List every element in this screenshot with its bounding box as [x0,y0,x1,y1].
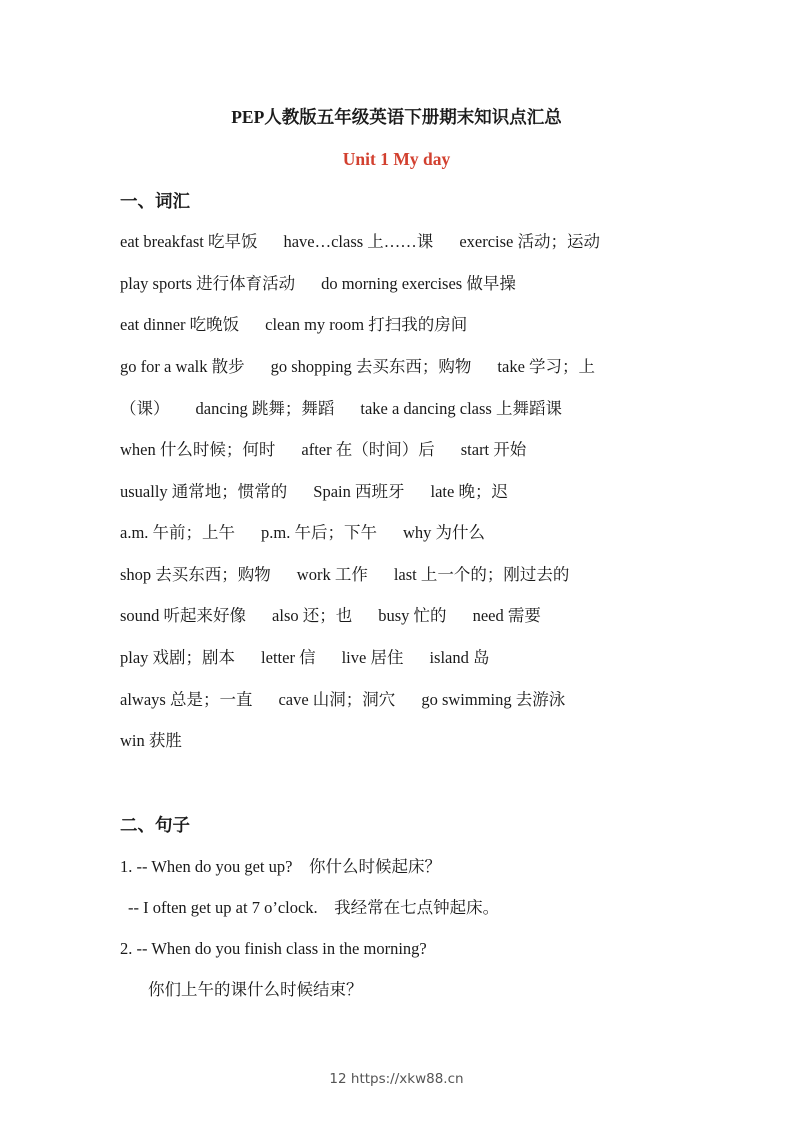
vocab-line [120,688,565,712]
vocab-entry: p.m. 午后；下午 [261,523,378,542]
vocab-entry: dancing 跳舞；舞蹈 [195,399,335,418]
vocab-entry: take 学习；上 [497,357,596,376]
vocab-entry: last 上一个的；刚过去的 [393,565,570,584]
vocab-entry: late 晚；迟 [430,482,508,501]
vocab-entry: live 居住 [341,648,404,667]
footer-url: https://xkw88.cn [350,1071,464,1087]
vocab-entry: also 还；也 [272,606,353,625]
sentence-line: 2. -- When do you finish class in the morning? [120,939,427,958]
page-number: 12 [329,1071,347,1087]
vocab-line [120,230,600,254]
vocab-line [120,438,526,462]
vocab-entry: clean my room 打扫我的房间 [265,315,468,334]
vocab-line [120,355,595,379]
vocab-entry: work 工作 [296,565,368,584]
vocab-line [120,646,490,670]
vocab-entry: busy 忙的 [378,606,447,625]
vocab-line [120,313,467,337]
vocab-line [120,563,569,587]
vocab-entry: （课） [120,399,170,418]
vocab-entry: go for a walk 散步 [120,357,245,376]
vocab-section-heading: 一、词汇 [120,191,190,211]
vocab-entry: start 开始 [460,440,527,459]
vocab-entry: why 为什么 [403,523,486,542]
vocab-entry: play sports 进行体育活动 [120,274,296,293]
vocab-entry: always 总是；一直 [120,690,253,709]
sentence-line: 1. -- When do you get up? 你什么时候起床？ [120,857,441,876]
vocab-line [120,480,508,504]
vocab-entry: island 岛 [429,648,490,667]
vocab-entry: exercise 活动；运动 [459,232,600,251]
vocab-entry: shop 去买东西；购物 [120,565,271,584]
vocab-entry: letter 信 [261,648,316,667]
vocab-entry: need 需要 [472,606,541,625]
vocab-entry: eat breakfast 吃早饭 [120,232,258,251]
vocab-entry: take a dancing class 上舞蹈课 [360,399,562,418]
document-title: PEP人教版五年级英语下册期末知识点汇总 [231,107,562,127]
sentences-section-heading: 二、句子 [120,815,190,835]
vocab-line [120,729,182,753]
vocab-entry: go swimming 去游泳 [421,690,566,709]
vocab-entry: have…class 上……课 [283,232,434,251]
page-footer [0,1070,793,1088]
vocab-entry: win 获胜 [120,731,182,750]
sentence-line: 你们上午的课什么时候结束？ [148,980,363,999]
vocab-entry: Spain 西班牙 [313,482,405,501]
vocab-line [120,604,541,628]
unit-title: Unit 1 My day [342,149,451,169]
vocab-entry: after 在（时间）后 [301,440,435,459]
sentence-line: -- I often get up at 7 o’clock. 我经常在七点钟起床。 [128,898,500,917]
vocab-line [120,272,516,296]
vocab-entry: a.m. 午前；上午 [120,523,236,542]
vocab-entry: cave 山洞；洞穴 [278,690,396,709]
vocab-entry: play 戏剧；剧本 [120,648,236,667]
vocab-line [120,397,562,421]
vocab-entry: sound 听起来好像 [120,606,247,625]
vocab-entry: go shopping 去买东西；购物 [270,357,472,376]
vocab-entry: usually 通常地；惯常的 [120,482,288,501]
vocab-entry: do morning exercises 做早操 [321,274,516,293]
vocab-entry: when 什么时候；何时 [120,440,276,459]
vocab-line [120,521,485,545]
vocab-entry: eat dinner 吃晚饭 [120,315,240,334]
